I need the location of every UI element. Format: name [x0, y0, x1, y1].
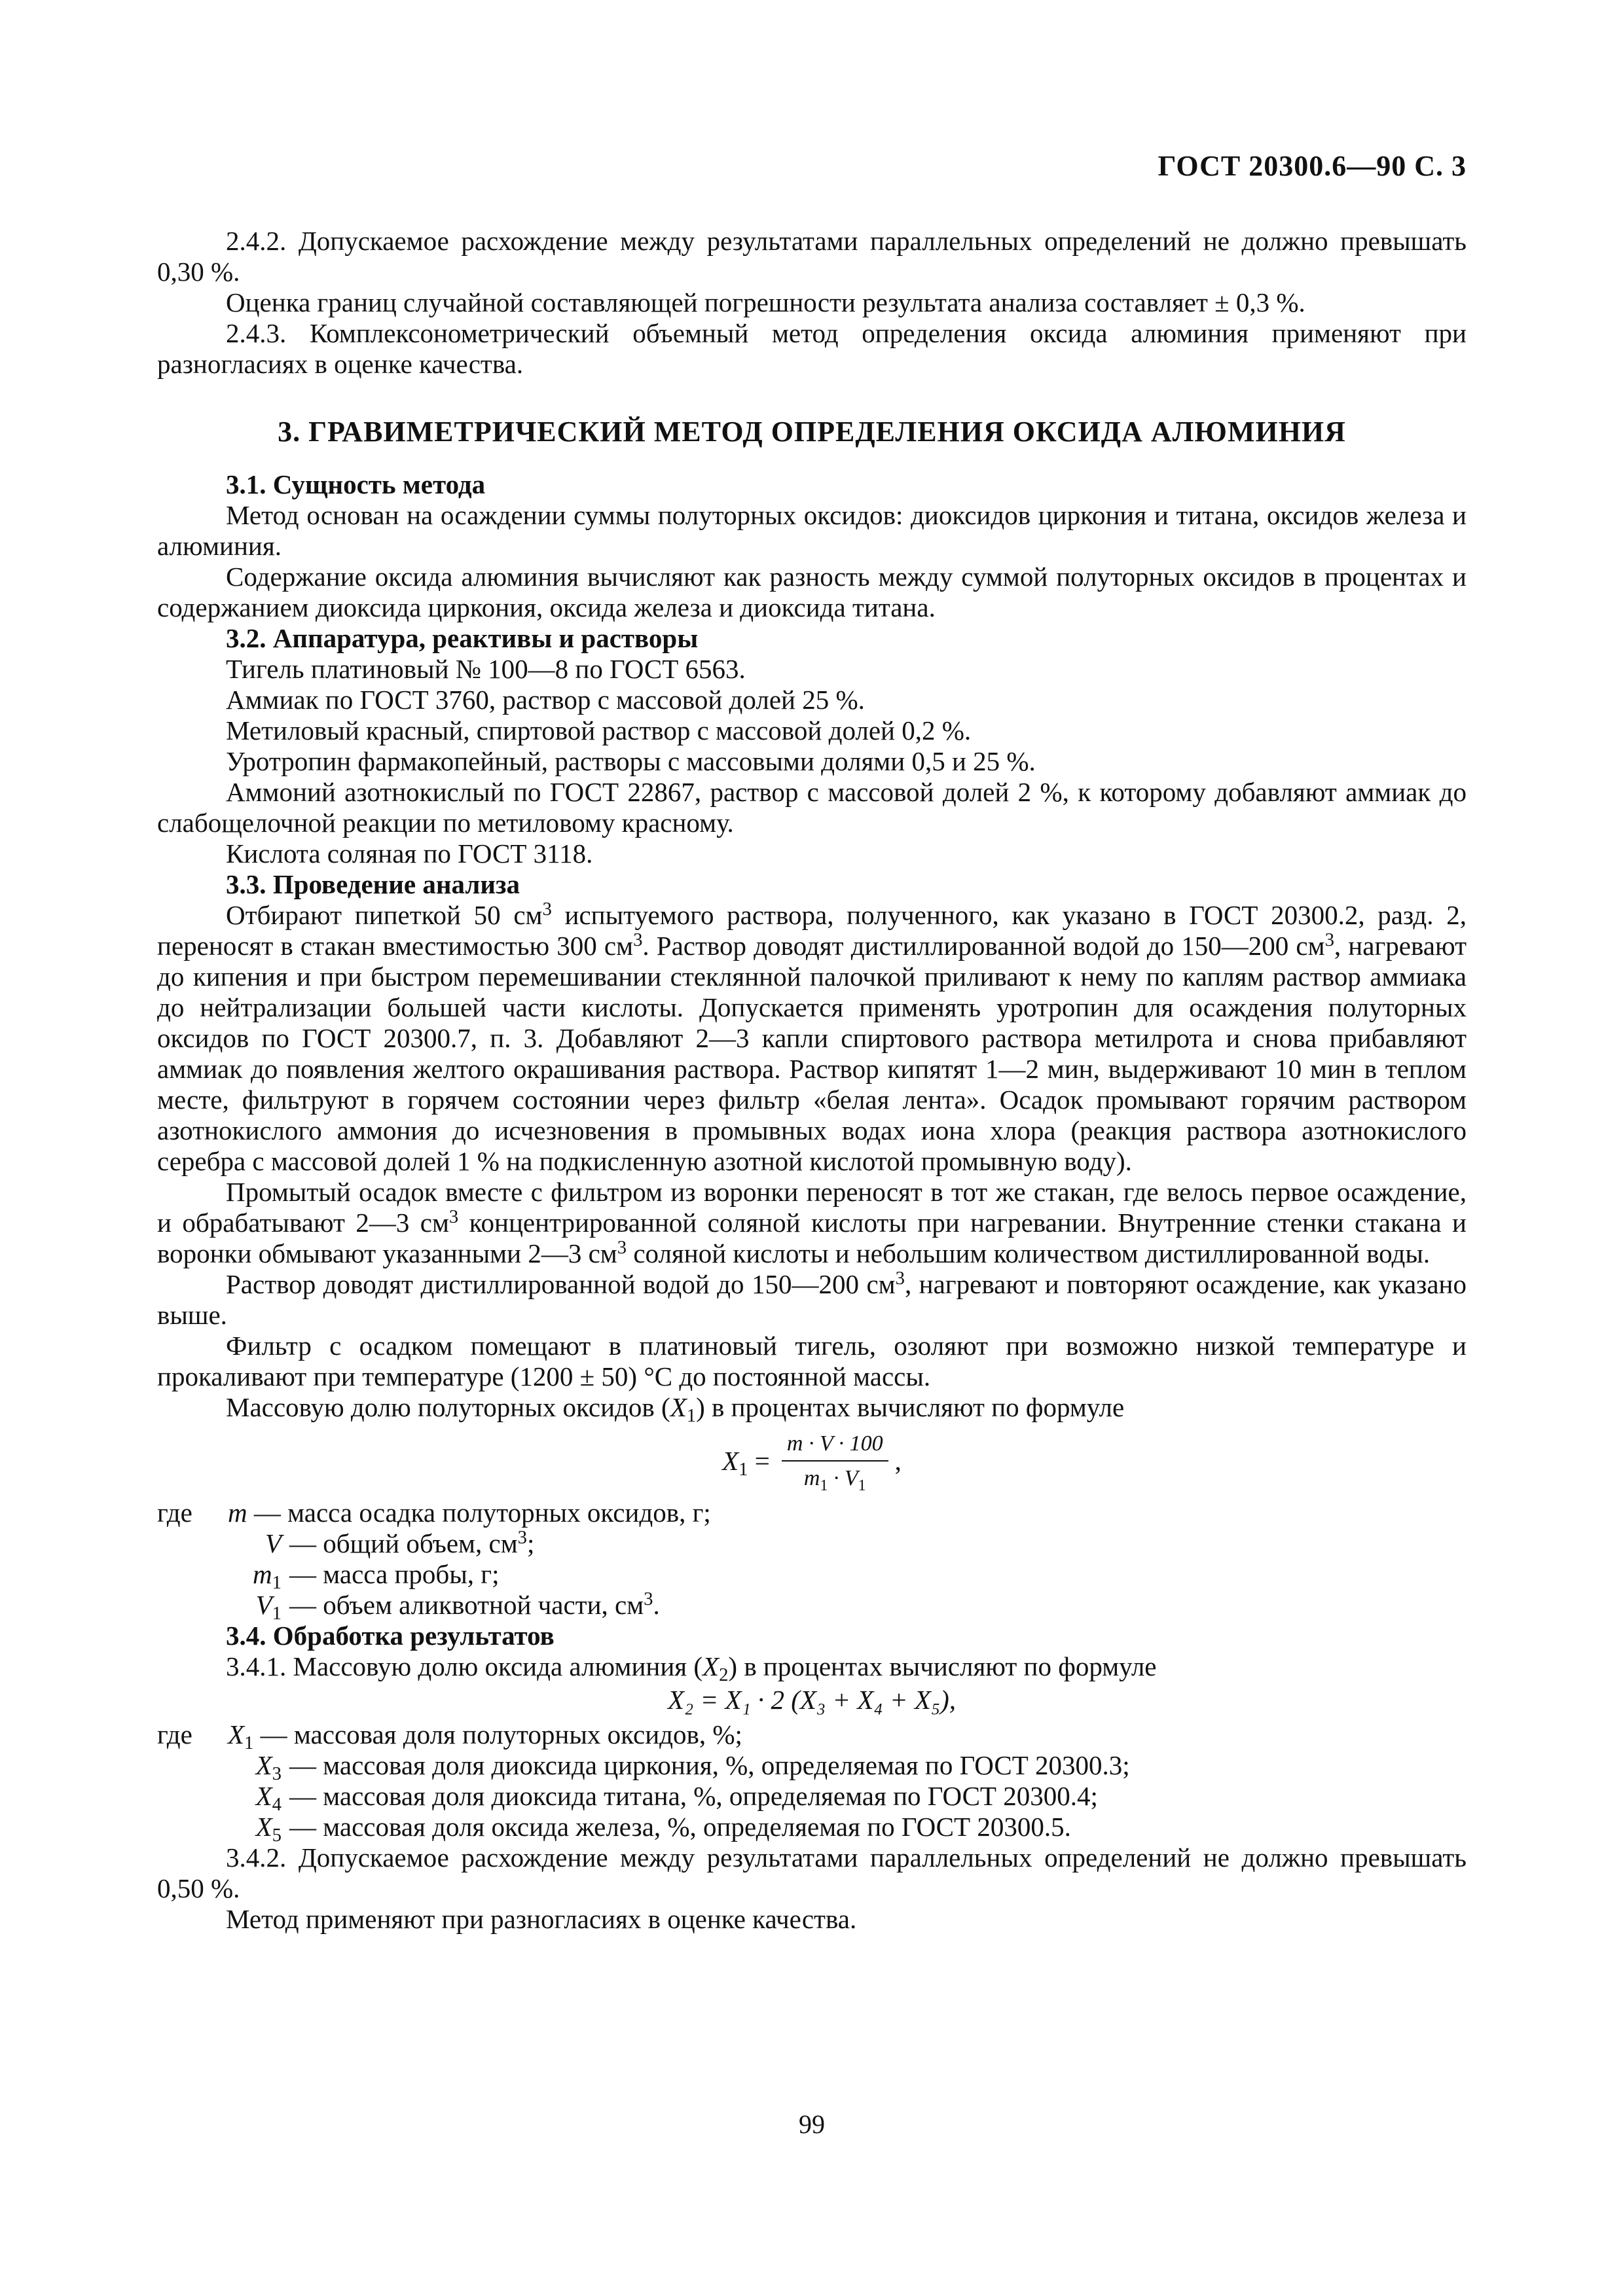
reagent-item: Уротропин фармакопейный, растворы с массовыми долями 0,5 и 25 %.	[226, 746, 1036, 776]
formula-x1: $X_1$ = $\frac{m \cdot V \cdot 100}{m_1 \cdot V_1}$ ,	[157, 1428, 1467, 1494]
reagent-item: Аммиак по ГОСТ 3760, раствор с массовой долей 25 %.	[226, 685, 865, 715]
subsection-3-1-title: 3.1. Сущность метода	[226, 469, 486, 499]
paragraph-3-3-ignition: Фильтр с осадком помещают в платиновый тигель, озоляют при возможно низкой температуре и прокаливают при температуре (1200 ± 50) °С до постоянной массы.	[157, 1331, 1467, 1391]
formula-x2: X₂ = X₁ · 2 (X₃ + X₄ + X₅),	[667, 1685, 957, 1715]
paragraph-3-4-2-method: Метод применяют при разногласиях в оценке качества.	[226, 1904, 857, 1934]
paragraph-3-3-formula-intro: Массовую долю полуторных оксидов $(X_1)$ в процентах вычисляют по формуле	[226, 1392, 1125, 1426]
document-body	[157, 226, 1467, 1935]
paragraph-error-estimate: Оценка границ случайной составляющей погрешности результата анализа составляет ± 0,3 %.	[226, 287, 1305, 317]
reagent-item: Кислота соляная по ГОСТ 3118.	[226, 838, 593, 869]
paragraph-2-4-3: 2.4.3. Комплексонометрический объемный метод определения оксида алюминия применяют при разногласиях в оценке качества.	[157, 318, 1467, 379]
formula-x1-numerator: m · V · 100	[782, 1428, 888, 1462]
legend-formula-x1: где m — масса осадка полуторных оксидов, г; V — общий объем, $см^3$; $m_1$ — масса пробы, г; $V_1$ — объем аликвотной части, $см^3$.	[157, 1498, 711, 1624]
subsection-3-4-title: 3.4. Обработка результатов	[226, 1621, 555, 1651]
paragraph-3-1-b: Содержание оксида алюминия вычисляют как разность между суммой полуторных оксидов в процентах и содержанием диоксида циркония, оксида железа и диоксида титана.	[157, 562, 1467, 622]
page-number: 99	[799, 2109, 825, 2139]
paragraph-2-4-2: 2.4.2. Допускаемое расхождение между результатами параллельных определений не должно превышать 0,30 %.	[157, 226, 1467, 287]
paragraph-3-3-washing: Промытый осадок вместе с фильтром из воронки переносят в тот же стакан, где велось первое осаждение, и обрабатывают 2—3 $см^3$ концентрированной соляной кислоты при нагревании. Внутренние стенки стакана и воронки обмывают указанными 2—3 $см^3$ соляной кислоты и небольшим количеством дистиллированной воды.	[157, 1177, 1467, 1268]
subsection-3-2-title: 3.2. Аппаратура, реактивы и растворы	[226, 623, 699, 653]
paragraph-3-4-1: 3.4.1. Массовую долю оксида алюминия $(X_2)$ в процентах вычисляют по формуле	[226, 1651, 1157, 1685]
paragraph-3-1-a: Метод основан на осаждении суммы полуторных оксидов: диоксидов циркония и титана, оксидов железа и алюминия.	[157, 500, 1467, 561]
subsection-3-3-title: 3.3. Проведение анализа	[226, 869, 520, 899]
paragraph-3-4-2: 3.4.2. Допускаемое расхождение между результатами параллельных определений не должно превышать 0,50 %.	[157, 1842, 1467, 1903]
legend-formula-x2: где $X_1$ — массовая доля полуторных оксидов, %; $X_3$ — массовая доля диоксида циркония, %, определяемая по ГОСТ 20300.3; $X_4$ — массовая доля диоксида титана, %, определяемая по ГОСТ 20300.4; $X_5$ — массовая доля оксида железа, %, определяемая по ГОСТ 20300.5.	[157, 1719, 1130, 1846]
reagent-item: Метиловый красный, спиртовой раствор с массовой долей 0,2 %.	[226, 715, 972, 745]
running-header: ГОСТ 20300.6—90 С. 3	[1158, 150, 1467, 182]
reagent-item: Аммоний азотнокислый по ГОСТ 22867, раствор с массовой долей 2 %, к которому добавляют аммиак до слабощелочной реакции по метиловому красному.	[157, 777, 1467, 838]
paragraph-3-3-procedure: Отбирают пипеткой 50 $см^3$ испытуемого раствора, полученного, как указано в ГОСТ 20300.2, разд. 2, переносят в стакан вместимостью 300 $см^3$. Раствор доводят дистиллированной водой до 150—200 $см^3$, нагревают до кипения и при быстром перемешивании стеклянной палочкой приливают к нему по каплям раствор аммиака до нейтрализации большей части кислоты. Допускается применять уротропин для осаждения полуторных оксидов по ГОСТ 20300.7, п. 3. Добавляют 2—3 капли спиртового раствора метилрота и снова прибавляют аммиак до появления желтого окрашивания раствора. Раствор кипятят 1—2 мин, выдерживают 10 мин в теплом месте, фильтруют в горячем состоянии через фильтр «белая лента». Осадок промывают горячим раствором азотнокислого аммония до исчезновения в промывных водах иона хлора (реакция раствора азотнокислого серебра с массовой долей 1 % на подкисленную азотной кислотой промывную воду).	[157, 899, 1467, 1176]
document-page	[157, 0, 1467, 2296]
paragraph-3-3-repeat: Раствор доводят дистиллированной водой до 150—200 $см^3$, нагревают и повторяют осаждение, как указано выше.	[157, 1268, 1467, 1330]
reagent-item: Тигель платиновый № 100—8 по ГОСТ 6563.	[226, 654, 746, 684]
section-3-title: 3. ГРАВИМЕТРИЧЕСКИЙ МЕТОД ОПРЕДЕЛЕНИЯ ОКСИДА АЛЮМИНИЯ	[278, 416, 1346, 448]
formula-x1-denominator: $m_1 \cdot V_1$	[803, 1466, 866, 1494]
